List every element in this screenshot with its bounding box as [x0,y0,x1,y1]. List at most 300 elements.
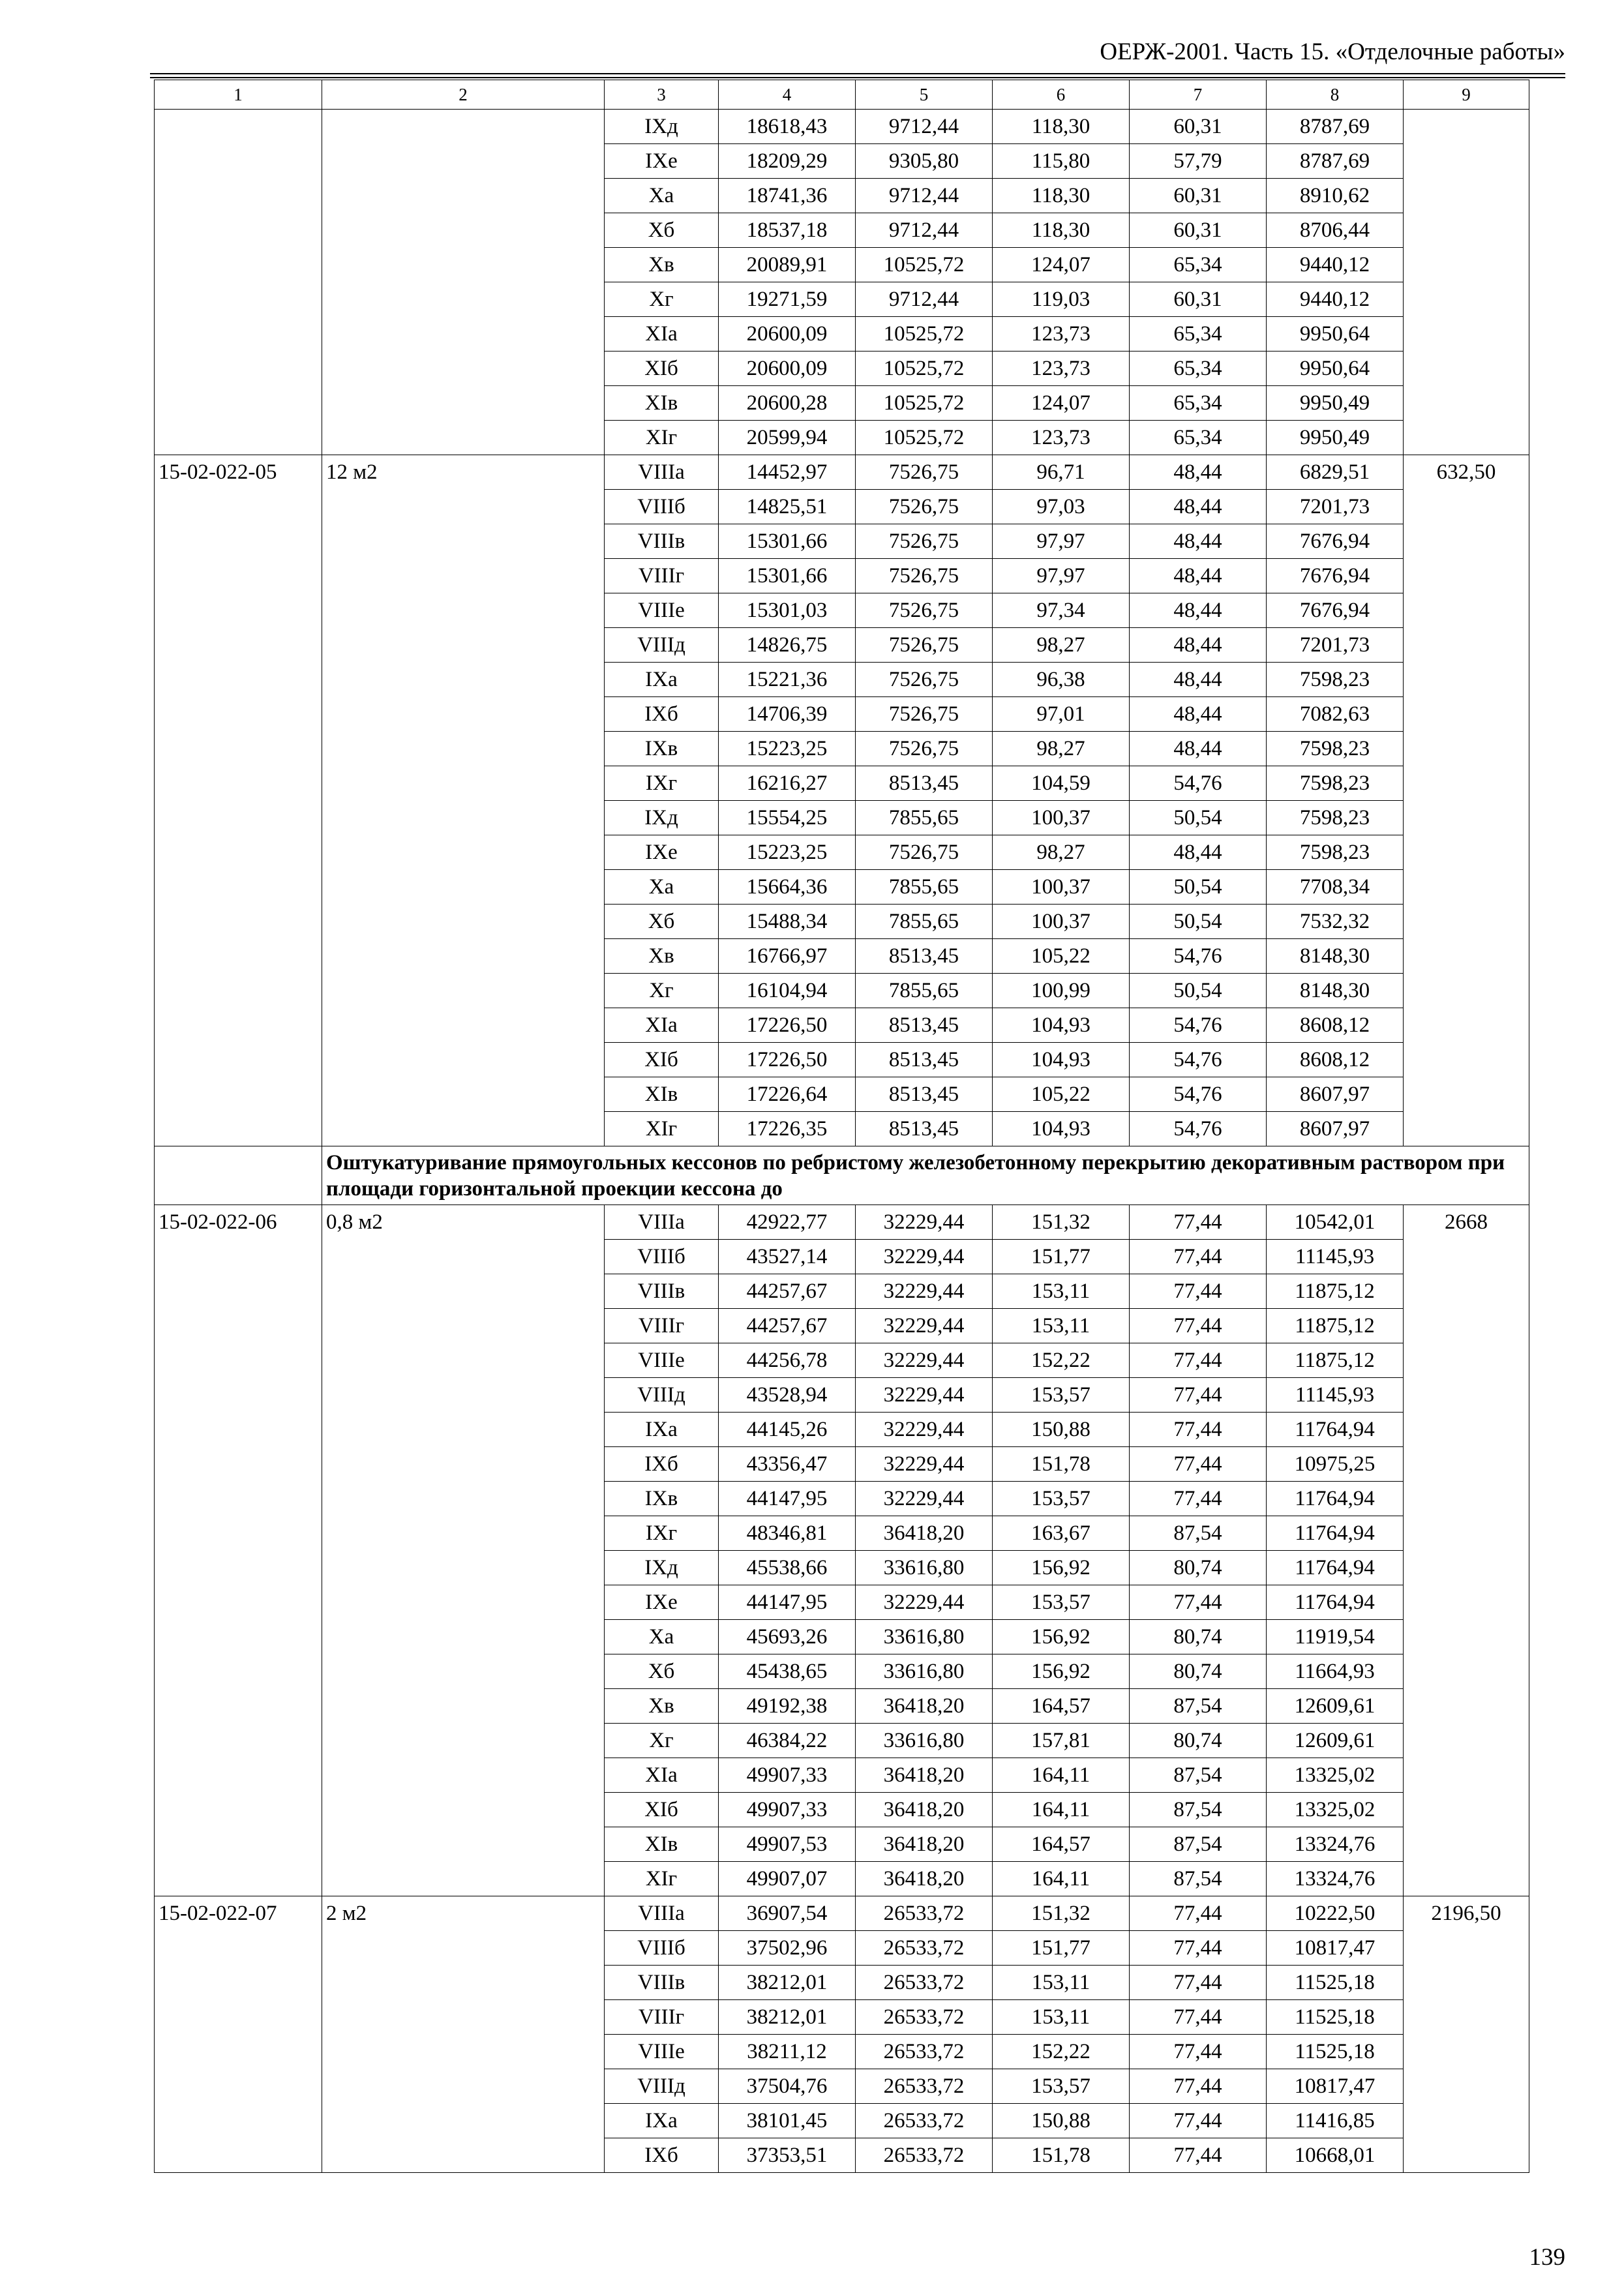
region-zone: Xг [605,282,719,317]
wages: 26533,72 [856,2069,993,2104]
total-cost: 17226,64 [719,1077,856,1112]
materials-cost: 8607,97 [1267,1077,1404,1112]
header-rule-top [150,73,1565,74]
region-zone: VIIIб [605,490,719,524]
wages: 36418,20 [856,1862,993,1896]
labor-cost [1404,110,1529,455]
wages: 33616,80 [856,1551,993,1585]
wages: 10525,72 [856,317,993,352]
materials-cost: 7708,34 [1267,870,1404,905]
materials-cost: 11875,12 [1267,1274,1404,1309]
total-cost: 14825,51 [719,490,856,524]
machinist-wages: 48,44 [1130,732,1267,766]
region-zone: XIб [605,352,719,386]
machinist-wages: 80,74 [1130,1551,1267,1585]
wages: 7855,65 [856,801,993,835]
wages: 10525,72 [856,421,993,455]
wages: 8513,45 [856,1112,993,1146]
region-zone: Xб [605,1654,719,1689]
machinist-wages: 54,76 [1130,766,1267,801]
section-row [155,1146,1529,1205]
wages: 7526,75 [856,732,993,766]
machinist-wages: 87,54 [1130,1516,1267,1551]
machine-cost: 163,67 [993,1516,1130,1551]
region-zone: VIIIд [605,2069,719,2104]
materials-cost: 7598,23 [1267,766,1404,801]
labor-cost: 2668 [1404,1205,1529,1896]
machinist-wages: 54,76 [1130,1008,1267,1043]
machinist-wages: 65,34 [1130,352,1267,386]
machine-cost: 153,11 [993,2000,1130,2035]
machine-cost: 156,92 [993,1620,1130,1654]
table-row [155,1896,1529,1931]
region-zone: XIв [605,1077,719,1112]
region-zone: IXе [605,835,719,870]
machinist-wages: 77,44 [1130,1447,1267,1482]
machinist-wages: 87,54 [1130,1689,1267,1724]
total-cost: 16216,27 [719,766,856,801]
wages: 32229,44 [856,1343,993,1378]
machine-cost: 97,34 [993,593,1130,628]
materials-cost: 6829,51 [1267,455,1404,490]
machinist-wages: 87,54 [1130,1758,1267,1793]
machinist-wages: 77,44 [1130,1309,1267,1343]
rate-name [322,110,605,455]
materials-cost: 8910,62 [1267,179,1404,213]
region-zone: Xб [605,905,719,939]
machinist-wages: 48,44 [1130,559,1267,593]
machine-cost: 157,81 [993,1724,1130,1758]
total-cost: 44145,26 [719,1413,856,1447]
total-cost: 15223,25 [719,732,856,766]
machinist-wages: 54,76 [1130,1112,1267,1146]
machine-cost: 104,93 [993,1008,1130,1043]
machine-cost: 164,57 [993,1689,1130,1724]
region-zone: VIIIв [605,1966,719,2000]
wages: 32229,44 [856,1413,993,1447]
column-number: 5 [856,80,993,110]
machine-cost: 98,27 [993,732,1130,766]
materials-cost: 7201,73 [1267,490,1404,524]
total-cost: 37502,96 [719,1931,856,1966]
machinist-wages: 87,54 [1130,1862,1267,1896]
table-row [155,110,1529,144]
machine-cost: 105,22 [993,1077,1130,1112]
total-cost: 48346,81 [719,1516,856,1551]
region-zone: VIIIб [605,1931,719,1966]
header-rule-bottom [150,77,1565,78]
total-cost: 45438,65 [719,1654,856,1689]
machine-cost: 96,38 [993,663,1130,697]
machine-cost: 150,88 [993,1413,1130,1447]
rate-code: 15-02-022-05 [155,455,322,1146]
total-cost: 43527,14 [719,1240,856,1274]
total-cost: 46384,22 [719,1724,856,1758]
total-cost: 16104,94 [719,974,856,1008]
wages: 8513,45 [856,1077,993,1112]
total-cost: 15301,03 [719,593,856,628]
region-zone: VIIIв [605,1274,719,1309]
region-zone: Xг [605,1724,719,1758]
machine-cost: 98,27 [993,628,1130,663]
materials-cost: 8706,44 [1267,213,1404,248]
machinist-wages: 60,31 [1130,282,1267,317]
machine-cost: 153,57 [993,1482,1130,1516]
machinist-wages: 87,54 [1130,1793,1267,1827]
machine-cost: 153,57 [993,1378,1130,1413]
total-cost: 14826,75 [719,628,856,663]
table-row [155,1205,1529,1240]
machinist-wages: 77,44 [1130,1240,1267,1274]
machine-cost: 151,77 [993,1240,1130,1274]
machinist-wages: 77,44 [1130,2069,1267,2104]
machinist-wages: 48,44 [1130,697,1267,732]
materials-cost: 11875,12 [1267,1309,1404,1343]
region-zone: VIIIг [605,1309,719,1343]
materials-cost: 9440,12 [1267,282,1404,317]
materials-cost: 8787,69 [1267,144,1404,179]
total-cost: 20089,91 [719,248,856,282]
total-cost: 15664,36 [719,870,856,905]
total-cost: 49907,53 [719,1827,856,1862]
materials-cost: 11525,18 [1267,2035,1404,2069]
section-title: Оштукатуривание прямоугольных кессонов по ребристому железобетонному перекрытию декоративным раствором при площади горизонтальной проекции кессона до [322,1146,1529,1205]
region-zone: XIг [605,1112,719,1146]
machine-cost: 123,73 [993,352,1130,386]
machine-cost: 98,27 [993,835,1130,870]
total-cost: 15221,36 [719,663,856,697]
machine-cost: 119,03 [993,282,1130,317]
region-zone: Xб [605,213,719,248]
wages: 9712,44 [856,110,993,144]
materials-cost: 7201,73 [1267,628,1404,663]
total-cost: 16766,97 [719,939,856,974]
machinist-wages: 54,76 [1130,1043,1267,1077]
total-cost: 49907,07 [719,1862,856,1896]
total-cost: 45538,66 [719,1551,856,1585]
machinist-wages: 87,54 [1130,1827,1267,1862]
total-cost: 14706,39 [719,697,856,732]
rate-name: 0,8 м2 [322,1205,605,1896]
region-zone: Xа [605,179,719,213]
machinist-wages: 77,44 [1130,2138,1267,2173]
region-zone: XIв [605,386,719,421]
wages: 33616,80 [856,1654,993,1689]
total-cost: 15488,34 [719,905,856,939]
machine-cost: 152,22 [993,2035,1130,2069]
region-zone: VIIIв [605,524,719,559]
total-cost: 36907,54 [719,1896,856,1931]
rate-code [155,110,322,455]
machine-cost: 100,37 [993,870,1130,905]
machinist-wages: 77,44 [1130,1413,1267,1447]
machine-cost: 153,57 [993,2069,1130,2104]
labor-cost: 632,50 [1404,455,1529,1146]
total-cost: 38212,01 [719,1966,856,2000]
machinist-wages: 77,44 [1130,1378,1267,1413]
region-zone: IXд [605,801,719,835]
column-number: 9 [1404,80,1529,110]
total-cost: 44257,67 [719,1309,856,1343]
wages: 8513,45 [856,1043,993,1077]
machine-cost: 118,30 [993,110,1130,144]
region-zone: IXе [605,1585,719,1620]
materials-cost: 11764,94 [1267,1551,1404,1585]
machine-cost: 150,88 [993,2104,1130,2138]
wages: 32229,44 [856,1240,993,1274]
wages: 7526,75 [856,663,993,697]
materials-cost: 8608,12 [1267,1043,1404,1077]
materials-cost: 9440,12 [1267,248,1404,282]
machinist-wages: 48,44 [1130,593,1267,628]
machinist-wages: 77,44 [1130,2000,1267,2035]
materials-cost: 9950,64 [1267,352,1404,386]
machine-cost: 123,73 [993,421,1130,455]
wages: 26533,72 [856,1896,993,1931]
materials-cost: 9950,64 [1267,317,1404,352]
page-header: ОЕРЖ-2001. Часть 15. «Отделочные работы» [1100,38,1565,65]
machinist-wages: 77,44 [1130,1482,1267,1516]
materials-cost: 7532,32 [1267,905,1404,939]
machine-cost: 123,73 [993,317,1130,352]
materials-cost: 12609,61 [1267,1689,1404,1724]
materials-cost: 11764,94 [1267,1413,1404,1447]
region-zone: XIв [605,1827,719,1862]
materials-cost: 7676,94 [1267,524,1404,559]
materials-cost: 8787,69 [1267,110,1404,144]
price-table [154,80,1529,2173]
wages: 7526,75 [856,524,993,559]
wages: 36418,20 [856,1758,993,1793]
region-zone: XIб [605,1043,719,1077]
region-zone: VIIIе [605,593,719,628]
wages: 36418,20 [856,1689,993,1724]
total-cost: 49907,33 [719,1758,856,1793]
materials-cost: 11145,93 [1267,1378,1404,1413]
total-cost: 14452,97 [719,455,856,490]
total-cost: 15554,25 [719,801,856,835]
wages: 9305,80 [856,144,993,179]
region-zone: IXа [605,663,719,697]
materials-cost: 8607,97 [1267,1112,1404,1146]
machine-cost: 164,57 [993,1827,1130,1862]
region-zone: XIа [605,1758,719,1793]
machinist-wages: 48,44 [1130,628,1267,663]
labor-cost: 2196,50 [1404,1896,1529,2173]
region-zone: XIа [605,1008,719,1043]
materials-cost: 11664,93 [1267,1654,1404,1689]
materials-cost: 10817,47 [1267,1931,1404,1966]
table-body [155,80,1529,2173]
machine-cost: 96,71 [993,455,1130,490]
machine-cost: 151,77 [993,1931,1130,1966]
machinist-wages: 57,79 [1130,144,1267,179]
machine-cost: 151,78 [993,2138,1130,2173]
materials-cost: 10668,01 [1267,2138,1404,2173]
machine-cost: 100,37 [993,905,1130,939]
total-cost: 43356,47 [719,1447,856,1482]
machinist-wages: 48,44 [1130,835,1267,870]
total-cost: 44256,78 [719,1343,856,1378]
region-zone: XIг [605,1862,719,1896]
wages: 7526,75 [856,593,993,628]
region-zone: VIIIа [605,455,719,490]
wages: 8513,45 [856,766,993,801]
wages: 33616,80 [856,1620,993,1654]
wages: 32229,44 [856,1378,993,1413]
total-cost: 15223,25 [719,835,856,870]
materials-cost: 10222,50 [1267,1896,1404,1931]
machinist-wages: 77,44 [1130,2035,1267,2069]
total-cost: 38101,45 [719,2104,856,2138]
region-zone: IXв [605,1482,719,1516]
materials-cost: 7598,23 [1267,835,1404,870]
total-cost: 43528,94 [719,1378,856,1413]
rate-code: 15-02-022-06 [155,1205,322,1896]
machine-cost: 97,97 [993,559,1130,593]
machine-cost: 164,11 [993,1793,1130,1827]
materials-cost: 7676,94 [1267,593,1404,628]
wages: 7526,75 [856,490,993,524]
machinist-wages: 54,76 [1130,939,1267,974]
region-zone: Xа [605,870,719,905]
materials-cost: 7598,23 [1267,663,1404,697]
machine-cost: 153,11 [993,1309,1130,1343]
total-cost: 20600,09 [719,352,856,386]
region-zone: Xа [605,1620,719,1654]
column-number-row [155,80,1529,110]
materials-cost: 11764,94 [1267,1516,1404,1551]
total-cost: 49192,38 [719,1689,856,1724]
total-cost: 44147,95 [719,1482,856,1516]
wages: 10525,72 [856,386,993,421]
column-number: 8 [1267,80,1404,110]
total-cost: 45693,26 [719,1620,856,1654]
wages: 32229,44 [856,1585,993,1620]
machinist-wages: 65,34 [1130,317,1267,352]
column-number: 1 [155,80,322,110]
wages: 36418,20 [856,1516,993,1551]
materials-cost: 13325,02 [1267,1758,1404,1793]
machinist-wages: 77,44 [1130,1205,1267,1240]
total-cost: 20599,94 [719,421,856,455]
machinist-wages: 80,74 [1130,1724,1267,1758]
region-zone: IXг [605,1516,719,1551]
machine-cost: 152,22 [993,1343,1130,1378]
machinist-wages: 77,44 [1130,2104,1267,2138]
region-zone: VIIIе [605,2035,719,2069]
wages: 7855,65 [856,870,993,905]
machine-cost: 118,30 [993,213,1130,248]
wages: 7526,75 [856,697,993,732]
total-cost: 44147,95 [719,1585,856,1620]
machine-cost: 151,78 [993,1447,1130,1482]
machine-cost: 164,11 [993,1758,1130,1793]
wages: 7855,65 [856,974,993,1008]
machine-cost: 153,11 [993,1274,1130,1309]
wages: 26533,72 [856,2138,993,2173]
total-cost: 18537,18 [719,213,856,248]
materials-cost: 11764,94 [1267,1585,1404,1620]
wages: 26533,72 [856,1931,993,1966]
region-zone: IXг [605,766,719,801]
total-cost: 18209,29 [719,144,856,179]
region-zone: IXб [605,1447,719,1482]
total-cost: 44257,67 [719,1274,856,1309]
rate-code: 15-02-022-07 [155,1896,322,2173]
wages: 10525,72 [856,248,993,282]
region-zone: IXа [605,1413,719,1447]
materials-cost: 10542,01 [1267,1205,1404,1240]
machinist-wages: 50,54 [1130,870,1267,905]
machine-cost: 104,93 [993,1043,1130,1077]
region-zone: IXд [605,110,719,144]
region-zone: IXд [605,1551,719,1585]
rate-name: 12 м2 [322,455,605,1146]
materials-cost: 11145,93 [1267,1240,1404,1274]
materials-cost: 11525,18 [1267,2000,1404,2035]
materials-cost: 7082,63 [1267,697,1404,732]
wages: 9712,44 [856,282,993,317]
machinist-wages: 77,44 [1130,1896,1267,1931]
machine-cost: 97,97 [993,524,1130,559]
wages: 32229,44 [856,1482,993,1516]
wages: 7526,75 [856,628,993,663]
machine-cost: 156,92 [993,1654,1130,1689]
region-zone: Xв [605,939,719,974]
total-cost: 15301,66 [719,524,856,559]
machinist-wages: 50,54 [1130,905,1267,939]
wages: 7526,75 [856,559,993,593]
wages: 33616,80 [856,1724,993,1758]
wages: 26533,72 [856,2035,993,2069]
materials-cost: 7676,94 [1267,559,1404,593]
machinist-wages: 48,44 [1130,455,1267,490]
region-zone: Xг [605,974,719,1008]
table-row [155,455,1529,490]
rate-name: 2 м2 [322,1896,605,2173]
total-cost: 17226,35 [719,1112,856,1146]
total-cost: 17226,50 [719,1043,856,1077]
machinist-wages: 48,44 [1130,490,1267,524]
region-zone: IXб [605,2138,719,2173]
machinist-wages: 50,54 [1130,801,1267,835]
materials-cost: 8148,30 [1267,974,1404,1008]
region-zone: Xв [605,248,719,282]
machinist-wages: 65,34 [1130,386,1267,421]
materials-cost: 8148,30 [1267,939,1404,974]
total-cost: 19271,59 [719,282,856,317]
region-zone: IXа [605,2104,719,2138]
wages: 8513,45 [856,939,993,974]
machinist-wages: 77,44 [1130,1343,1267,1378]
materials-cost: 7598,23 [1267,732,1404,766]
machinist-wages: 60,31 [1130,213,1267,248]
materials-cost: 9950,49 [1267,421,1404,455]
wages: 36418,20 [856,1793,993,1827]
total-cost: 18741,36 [719,179,856,213]
machine-cost: 104,59 [993,766,1130,801]
machine-cost: 105,22 [993,939,1130,974]
materials-cost: 9950,49 [1267,386,1404,421]
machine-cost: 97,03 [993,490,1130,524]
machine-cost: 164,11 [993,1862,1130,1896]
total-cost: 20600,28 [719,386,856,421]
region-zone: VIIIг [605,2000,719,2035]
materials-cost: 10817,47 [1267,2069,1404,2104]
machinist-wages: 65,34 [1130,248,1267,282]
total-cost: 15301,66 [719,559,856,593]
